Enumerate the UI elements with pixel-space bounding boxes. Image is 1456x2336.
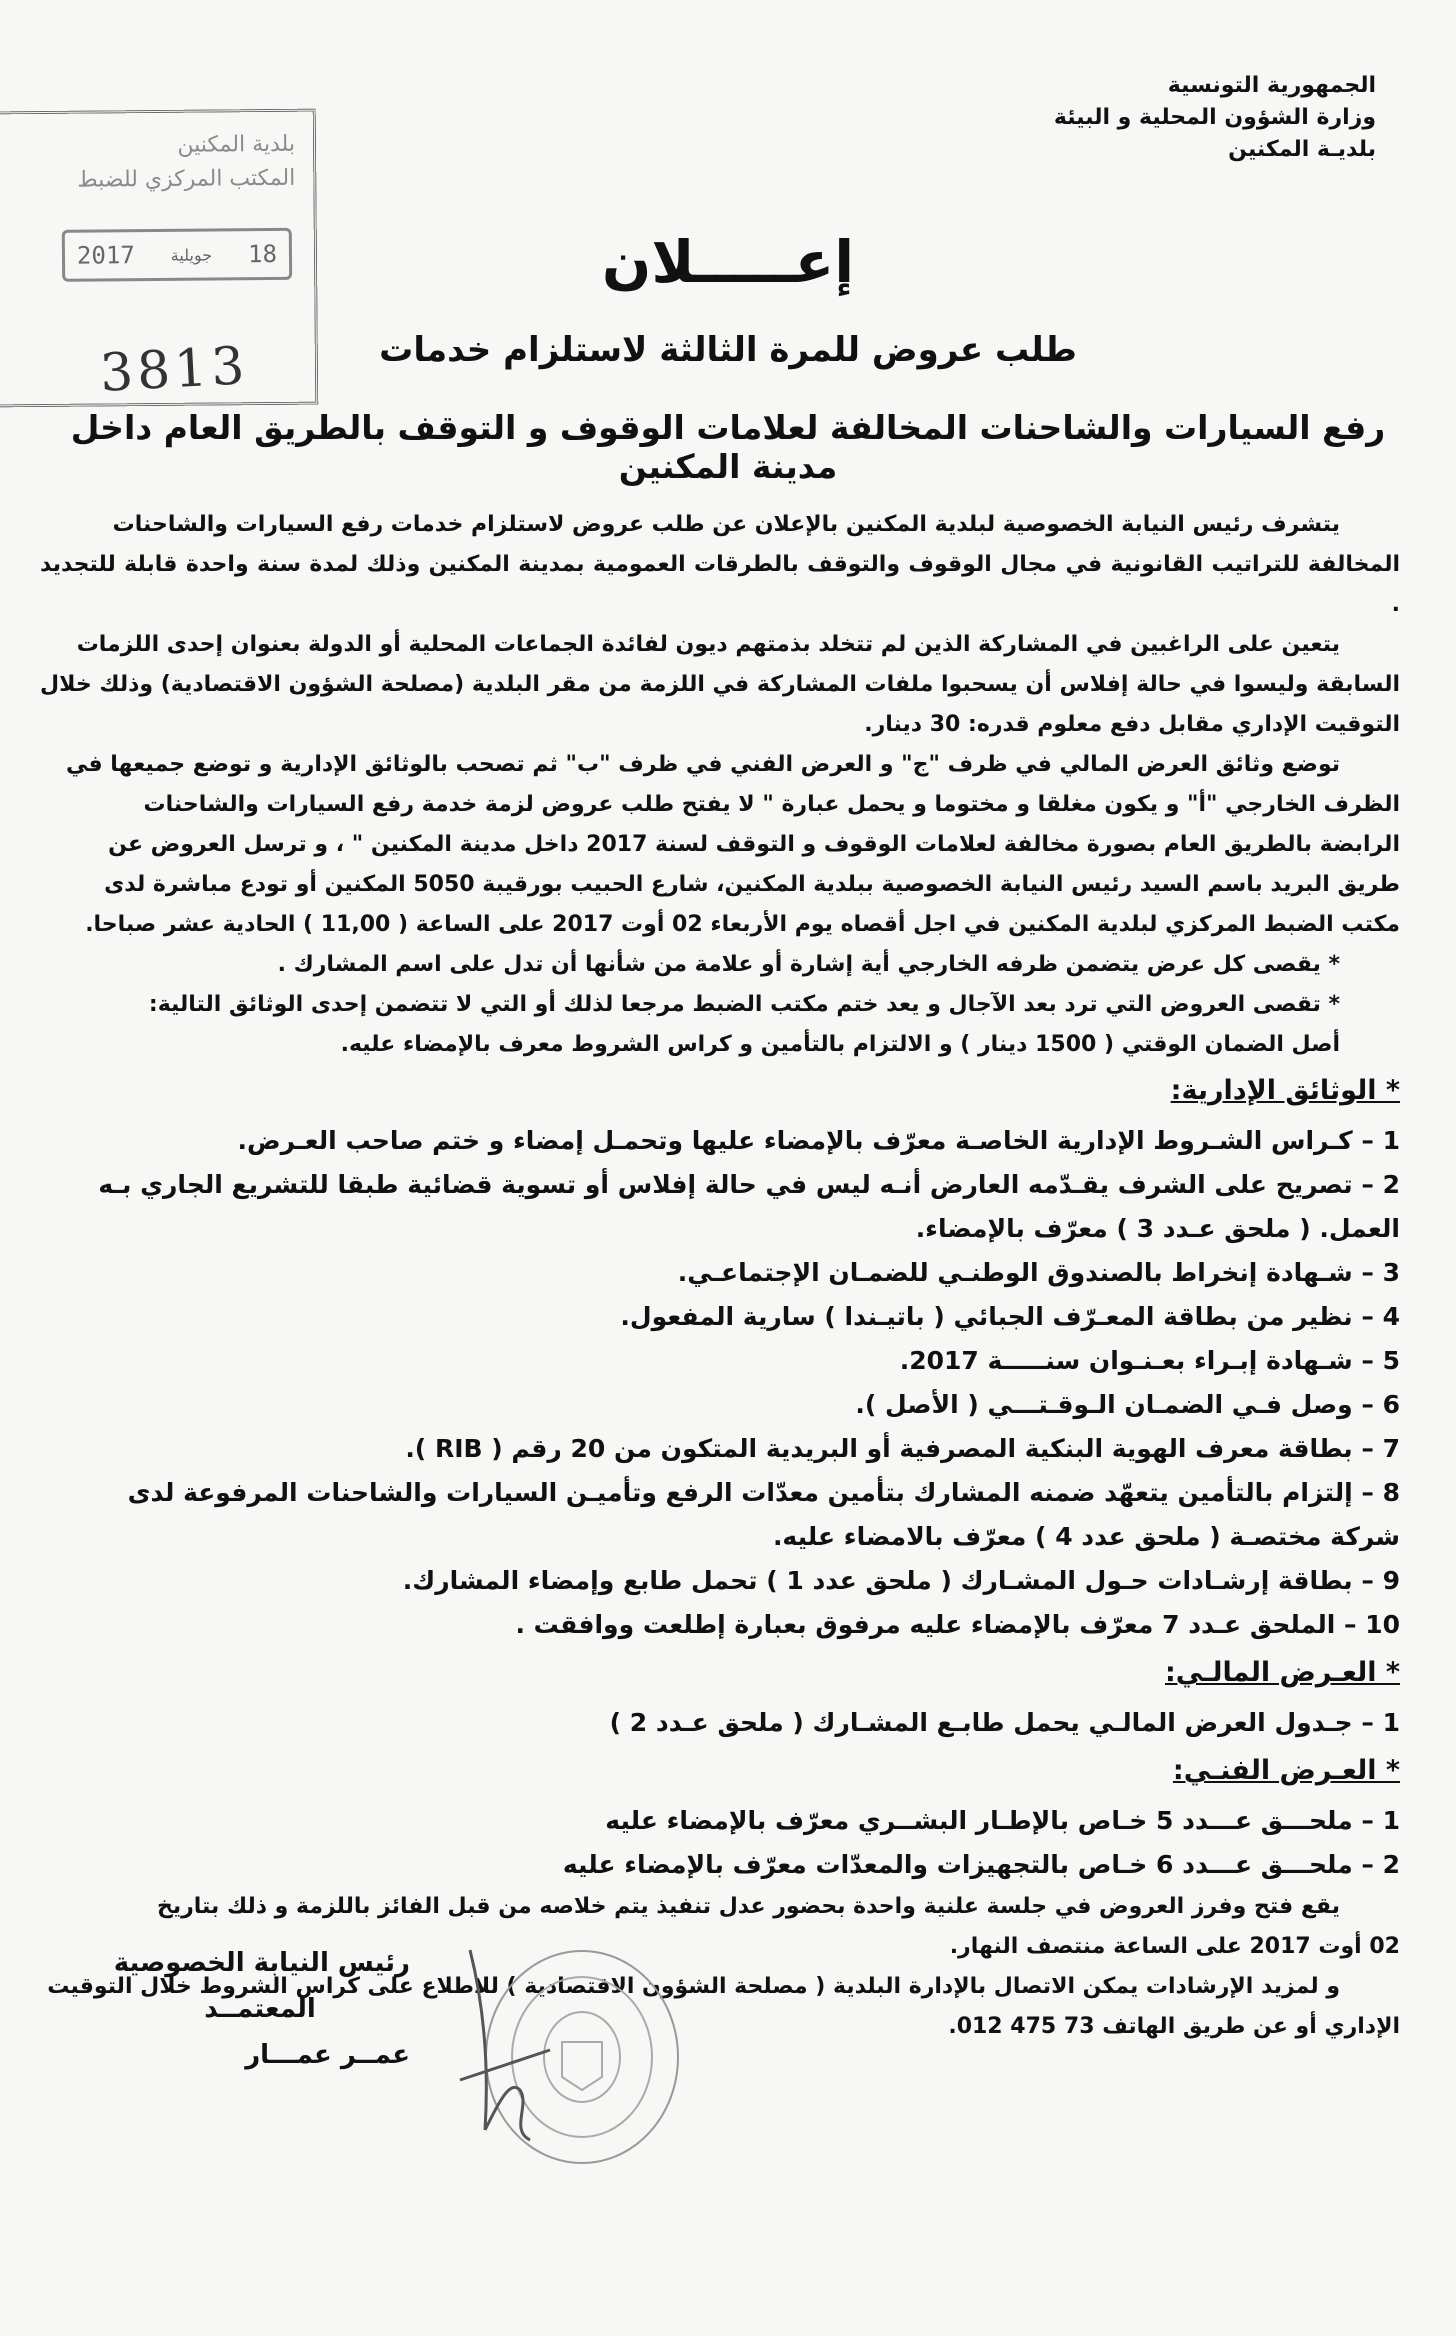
admin-item-6: 6 – وصل فـي الضمـان الـوقـتـــي ( الأصل ). <box>855 1390 1400 1419</box>
text-line: السابقة وليسوا في حالة إفلاس أن يسحبوا ملفات المشاركة في اللزمة من مقر البلدية (مصلحة الشؤون الاقتصادية) وذلك خلال <box>40 672 1400 697</box>
closing-line: و لمزيد الإرشادات يمكن الاتصال بالإدارة البلدية ( مصلحة الشؤون الاقتصادية ) للاطلاع على كراس الشروط خلال التوقيت <box>47 1974 1340 1999</box>
admin-item-8-cont: شركة مختصـة ( ملحق عدد 4 ) معرّف بالامضاء عليه. <box>772 1522 1400 1551</box>
note-line: * تقصى العروض التي ترد بعد الآجال و يعد ختم مكتب الضبط مرجعا لذلك أو التي لا تتضمن إحدى الوثائق التالية: <box>148 992 1340 1017</box>
admin-item-10: 10 – الملحق عـدد 7 معرّف بالإمضاء عليه مرفوق بعبارة إطلعت ووافقت . <box>515 1610 1400 1639</box>
signatory-title: رئيس النيابة الخصوصية <box>113 1948 410 1978</box>
admin-docs-title: * الوثائق الإدارية: <box>1170 1075 1400 1106</box>
letterhead-municipality: بلديـة المكنين <box>1228 137 1376 162</box>
subtitle-subject: رفع السيارات والشاحنات المخالفة لعلامات الوقوف و التوقف بالطريق العام داخل مدينة المكنين <box>70 408 1386 486</box>
technical-offer-title: * العـرض الفنـي: <box>1172 1755 1400 1786</box>
text-line: طريق البريد باسم السيد رئيس النيابة الخصوصية ببلدية المكنين، شارع الحبيب بورقيبة 5050 المكنين أو تودع مباشرة لدى <box>104 872 1400 897</box>
financial-offer-title: * العـرض المالـي: <box>1164 1657 1400 1688</box>
closing-line: يقع فتح وفرز العروض في جلسة علنية واحدة بحضور عدل تنفيذ يتم خلاصه من قبل الفائز باللزمة و ذلك بتاريخ <box>157 1894 1340 1919</box>
admin-item-4: 4 – نظير من بطاقة المعـرّف الجبائي ( باتيـندا ) سارية المفعول. <box>620 1302 1400 1331</box>
admin-item-8: 8 – إلتزام بالتأمين يتعهّد ضمنه المشارك بتأمين معدّات الرفع وتأميـن السيارات والشاحنات المرفوعة لدى <box>127 1478 1400 1507</box>
subtitle: طلب عروض للمرة الثالثة لاستلزام خدمات <box>379 330 1077 370</box>
stamp-year: 2017 <box>76 241 135 270</box>
admin-item-3: 3 – شـهادة إنخراط بالصندوق الوطنـي للضمـان الإجتماعـي. <box>677 1258 1400 1287</box>
note-line: * يقصى كل عرض يتضمن ظرفه الخارجي أية إشارة أو علامة من شأنها أن تدل على اسم المشارك . <box>277 952 1340 977</box>
closing-line: الإداري أو عن طريق الهاتف 73 475 012. <box>948 2014 1400 2039</box>
stamp-office: المكتب المركزي للضبط <box>77 165 296 193</box>
letterhead <box>996 70 1376 166</box>
admin-item-2: 2 – تصريح على الشرف يقـدّمه العارض أنـه ليس في حالة إفلاس أو تسوية قضائية طبقا للتشريع الجاري بـه <box>98 1170 1400 1199</box>
letterhead-ministry: وزارة الشؤون المحلية و البيئة <box>1053 105 1376 130</box>
letterhead-republic: الجمهورية التونسية <box>1167 73 1376 98</box>
text-line: المخالفة للتراتيب القانونية في مجال الوقوف والتوقف بالطرقات العمومية بمدينة المكنين وذلك لمدة سنة واحدة قابلة للتجديد . <box>40 552 1400 617</box>
signatory-role: المعتمــد <box>204 1994 316 2024</box>
technical-item-1: 1 – ملحـــق عـــدد 5 خـاص بالإطـار البشــري معرّف بالإمضاء عليه <box>605 1806 1400 1835</box>
text-line: التوقيت الإداري مقابل دفع معلوم قدره: 30 دينار. <box>864 712 1400 737</box>
financial-item-1: 1 – جـدول العرض المالـي يحمل طابـع المشـارك ( ملحق عـدد 2 ) <box>609 1708 1400 1737</box>
stamp-day: 18 <box>247 239 278 269</box>
text-line: يتعين على الراغبين في المشاركة الذين لم تتخلد بذمتهم ديون لفائدة الجماعات المحلية أو الدولة بعنوان إحدى اللزمات <box>76 632 1340 657</box>
stamp-municipality: بلدية المكنين <box>177 131 296 158</box>
technical-item-2: 2 – ملحـــق عـــدد 6 خـاص بالتجهيزات والمعدّات معرّف بالإمضاء عليه <box>562 1850 1400 1879</box>
text-line: الظرف الخارجي "أ" و يكون مغلقا و مختوما و يحمل عبارة " لا يفتح طلب عروض لزمة خدمة رفع السيارات والشاحنات <box>143 792 1400 817</box>
handwritten-signature-icon <box>440 1930 560 2150</box>
closing-line: 02 أوت 2017 على الساعة منتصف النهار. <box>949 1934 1400 1959</box>
text-line: يتشرف رئيس النيابة الخصوصية لبلدية المكنين بالإعلان عن طلب عروض لاستلزام خدمات رفع السيارات والشاحنات <box>112 512 1340 537</box>
admin-item-5: 5 – شـهادة إبـراء بعـنـوان سنـــــة 2017. <box>899 1346 1400 1375</box>
page-title: إعـــــلان <box>601 228 855 296</box>
signature-block <box>110 1940 410 2078</box>
text-line: الرابضة بالطريق العام بصورة مخالفة لعلامات الوقوف و التوقف لسنة 2017 داخل مدينة المكنين " ، و ترسل العروض عن <box>108 832 1400 857</box>
signatory-name: عمــر عمـــار <box>245 2040 410 2070</box>
admin-item-7: 7 – بطاقة معرف الهوية البنكية المصرفية أو البريدية المتكون من 20 رقم ( RIB ). <box>405 1434 1400 1463</box>
handwritten-registration-number: 3813 <box>98 336 250 404</box>
note-line: أصل الضمان الوقتي ( 1500 دينار ) و الالتزام بالتأمين و كراس الشروط معرف بالإمضاء عليه. <box>340 1032 1340 1057</box>
text-line: مكتب الضبط المركزي لبلدية المكنين في اجل أقصاه يوم الأربعاء 02 أوت 2017 على الساعة ( 11,00 ) الحادية عشر صباحا. <box>85 912 1400 937</box>
stamp-month: جويلية <box>170 245 213 265</box>
announcement-body <box>40 505 1400 2047</box>
admin-item-9: 9 – بطاقة إرشـادات حـول المشـارك ( ملحق عدد 1 ) تحمل طابع وإمضاء المشارك. <box>402 1566 1400 1595</box>
text-line: توضع وثائق العرض المالي في ظرف "ج" و العرض الفني في ظرف "ب" ثم تصحب بالوثائق الإدارية و توضع جميعها في <box>65 752 1340 777</box>
admin-item-1: 1 – كـراس الشـروط الإدارية الخاصـة معرّف بالإمضاء عليها وتحمـل إمضاء و ختم صاحب العـرض. <box>237 1126 1400 1155</box>
admin-item-2-cont: العمل. ( ملحق عـدد 3 ) معرّف بالإمضاء. <box>915 1214 1400 1243</box>
intro-paragraph-1 <box>40 505 1400 545</box>
